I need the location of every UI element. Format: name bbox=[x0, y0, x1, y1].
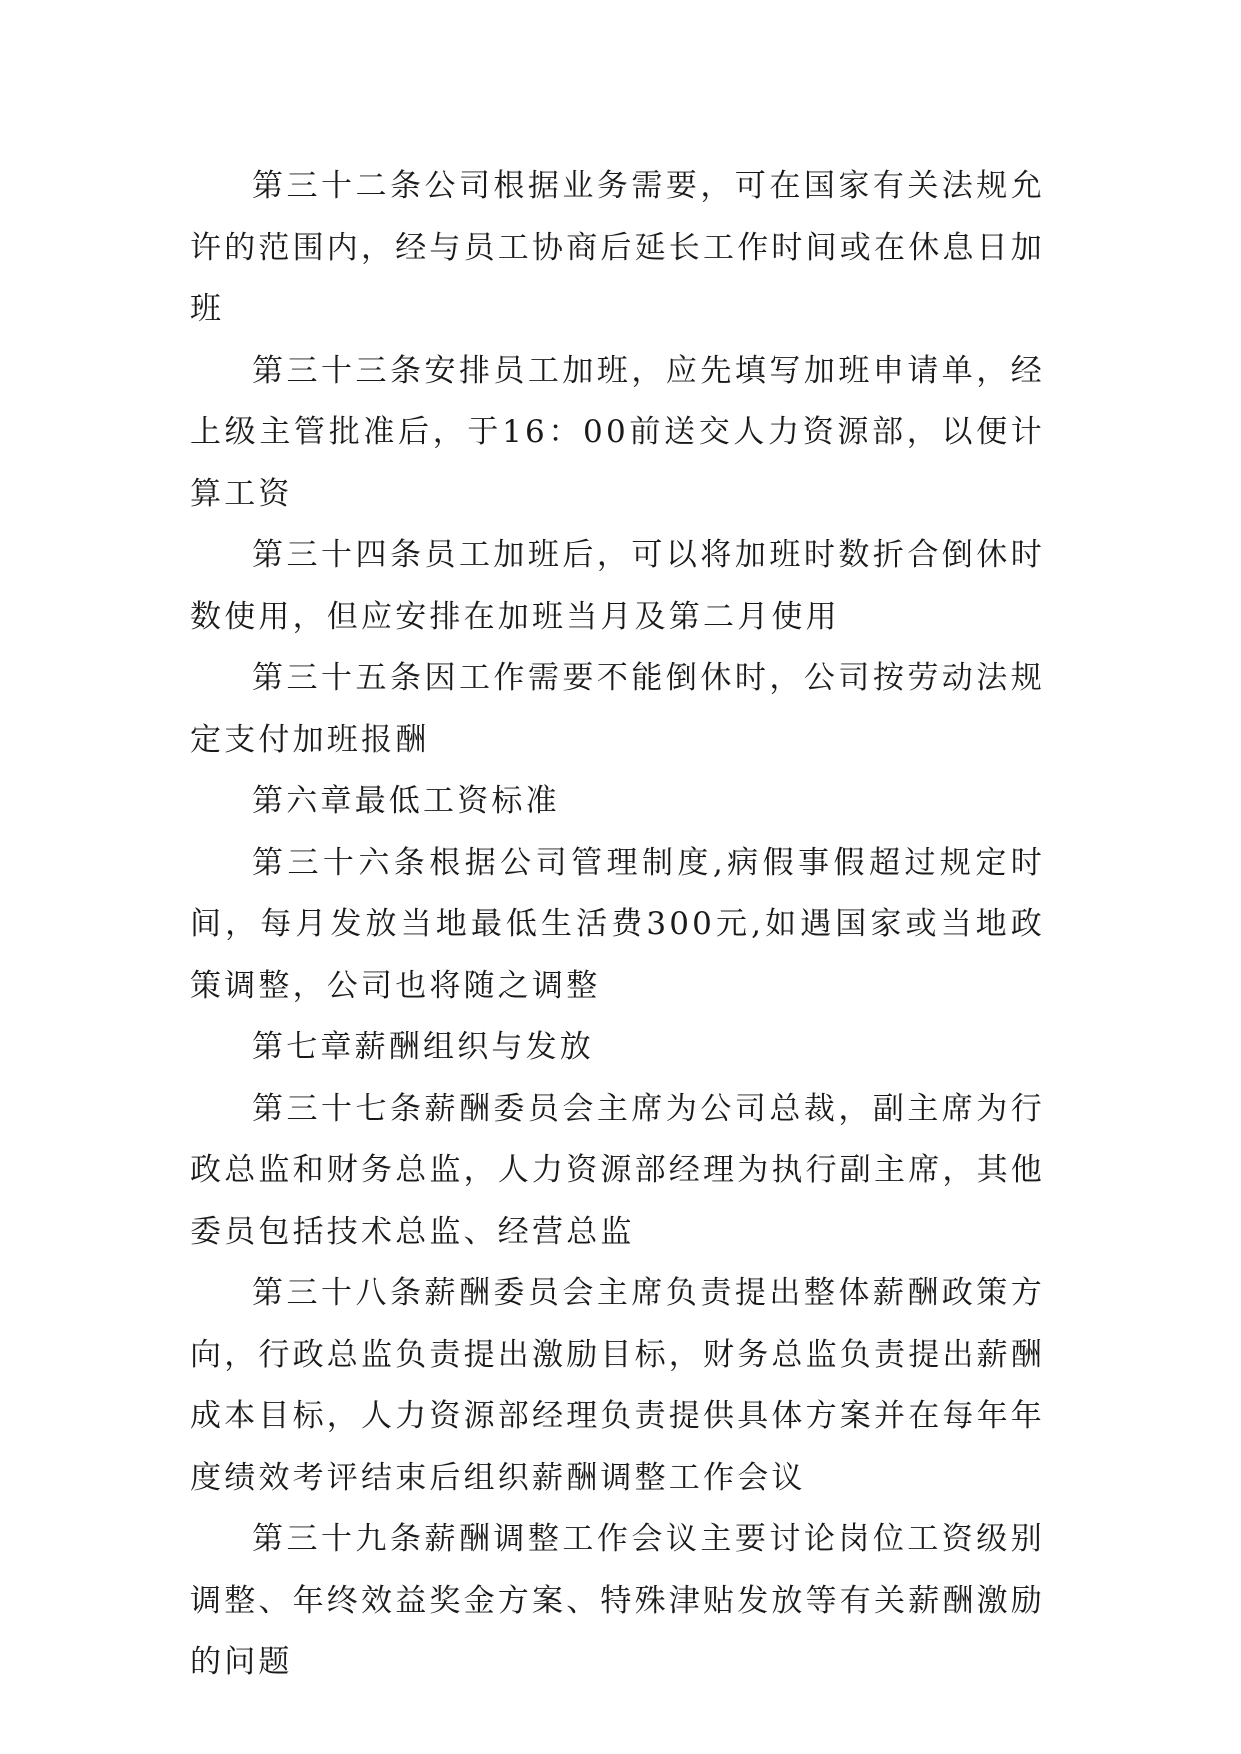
article-36-paragraph: 第三十六条根据公司管理制度,病假事假超过规定时间，每月发放当地最低生活费300元,如遇国家或当地政策调整，公司也将随之调整 bbox=[190, 844, 1045, 1004]
article-39-paragraph: 第三十九条薪酬调整工作会议主要讨论岗位工资级别调整、年终效益奖金方案、特殊津贴发放等有关薪酬激励的问题 bbox=[190, 1521, 1045, 1680]
article-33-paragraph: 第三十三条安排员工加班，应先填写加班申请单，经上级主管批准后，于16：00前送交人力资源部，以便计算工资 bbox=[190, 352, 1045, 512]
article-35-paragraph: 第三十五条因工作需要不能倒休时，公司按劳动法规定支付加班报酬 bbox=[190, 660, 1045, 758]
chapter-7-heading: 第七章薪酬组织与发放 bbox=[252, 1029, 594, 1065]
chapter-6-heading: 第六章最低工资标准 bbox=[252, 783, 560, 819]
document-body bbox=[190, 156, 1045, 1694]
article-37-paragraph: 第三十七条薪酬委员会主席为公司总裁，副主席为行政总监和财务总监，人力资源部经理为执行副主席，其他委员包括技术总监、经营总监 bbox=[190, 1090, 1045, 1250]
article-34-paragraph: 第三十四条员工加班后，可以将加班时数折合倒休时数使用，但应安排在加班当月及第二月使用 bbox=[190, 537, 1045, 635]
article-38-paragraph: 第三十八条薪酬委员会主席负责提出整体薪酬政策方向，行政总监负责提出激励目标，财务总监负责提出薪酬成本目标，人力资源部经理负责提供具体方案并在每年年度绩效考评结束后组织薪酬调整工作会议 bbox=[190, 1275, 1045, 1496]
article-32-paragraph: 第三十二条公司根据业务需要，可在国家有关法规允许的范围内，经与员工协商后延长工作时间或在休息日加班 bbox=[190, 168, 1045, 327]
